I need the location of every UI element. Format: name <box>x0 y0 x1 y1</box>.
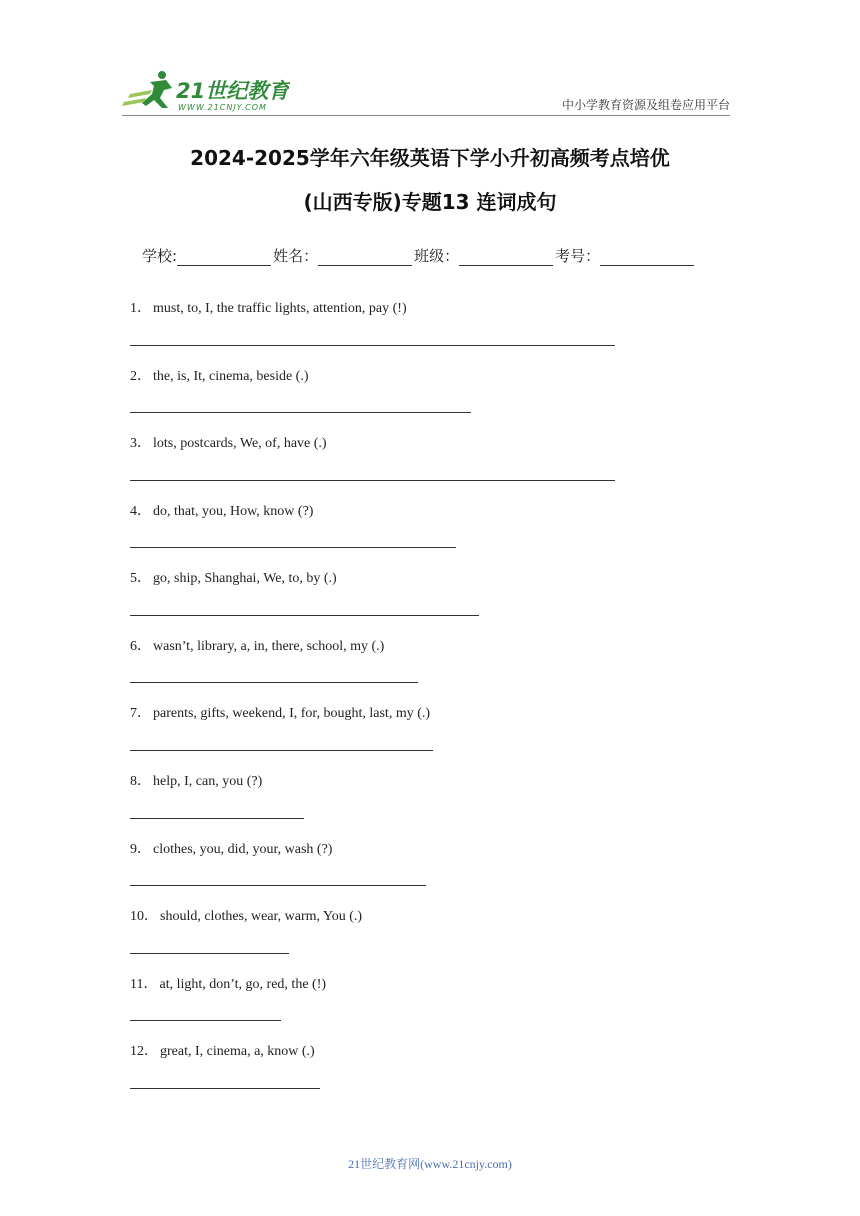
question-1: 1． must, to, I, the traffic lights, attention, pay (!) <box>130 301 407 316</box>
answer-line-1[interactable] <box>130 345 615 346</box>
answer-line-6[interactable] <box>130 682 418 683</box>
question-8: 8． help, I, can, you (?) <box>130 774 263 789</box>
answer-line-9[interactable] <box>130 885 426 886</box>
question-11: 11． at, light, don’t, go, red, the (!) <box>130 977 327 992</box>
name-blank[interactable] <box>318 249 412 266</box>
page-header <box>0 0 860 125</box>
student-info-row <box>142 245 696 266</box>
school-blank[interactable] <box>177 249 271 266</box>
name-label: 姓名： <box>273 247 319 265</box>
answer-line-7[interactable] <box>130 750 433 751</box>
class-label: 班级： <box>414 247 460 265</box>
answer-line-4[interactable] <box>130 547 456 548</box>
answer-line-3[interactable] <box>130 480 615 481</box>
page-subtitle: (山西专版)专题13 连词成句 <box>303 190 557 214</box>
answer-line-2[interactable] <box>130 412 471 413</box>
question-9: 9． clothes, you, did, your, wash (?) <box>130 842 333 857</box>
page-title: 2024-2025学年六年级英语下学小升初高频考点培优 <box>190 146 670 170</box>
answer-line-5[interactable] <box>130 615 479 616</box>
answer-line-12[interactable] <box>130 1088 320 1089</box>
exam-no-label: 考号： <box>555 247 601 265</box>
question-6: 6． wasn’t, library, a, in, there, school, my (.) <box>130 639 385 654</box>
class-blank[interactable] <box>459 249 553 266</box>
svg-text:WWW.21CNJY.COM: WWW.21CNJY.COM <box>178 103 267 112</box>
answer-line-10[interactable] <box>130 953 289 954</box>
question-3: 3． lots, postcards, We, of, have (.) <box>130 436 327 451</box>
question-5: 5． go, ship, Shanghai, We, to, by (.) <box>130 571 337 586</box>
answer-line-11[interactable] <box>130 1020 281 1021</box>
question-7: 7． parents, gifts, weekend, I, for, bought, last, my (.) <box>130 706 431 721</box>
logo-21cnjy <box>122 68 290 114</box>
answer-line-8[interactable] <box>130 818 304 819</box>
header-divider <box>122 115 730 116</box>
page-footer[interactable]: 21世纪教育网(www.21cnjy.com) <box>348 1157 512 1171</box>
school-label: 学校: <box>142 247 178 265</box>
question-2: 2． the, is, It, cinema, beside (.) <box>130 369 309 384</box>
question-12: 12． great, I, cinema, a, know (.) <box>130 1044 315 1059</box>
exam-no-blank[interactable] <box>600 249 694 266</box>
question-4: 4． do, that, you, How, know (?) <box>130 504 314 519</box>
platform-label: 中小学教育资源及组卷应用平台 <box>561 98 730 112</box>
svg-text:21世纪教育: 21世纪教育 <box>176 79 290 103</box>
question-10: 10． should, clothes, wear, warm, You (.) <box>130 909 363 924</box>
